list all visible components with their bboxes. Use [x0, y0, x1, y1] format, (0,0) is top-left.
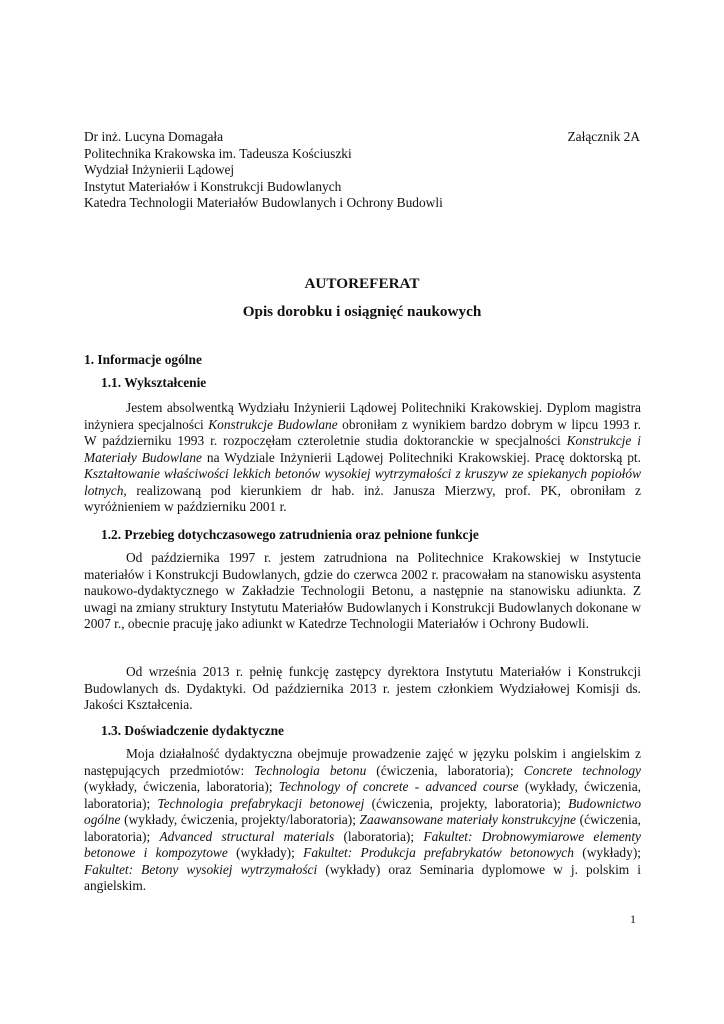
paragraph-employment: Od października 1997 r. jestem zatrudniona na Politechnice Krakowskiej w Instytucie materiałów i Konstrukcji Budowlanych, gdzie do czerwca 2002 r. pracowałam na stanowisku asystenta naukowo-dydaktycznego w Zakładzie Technologii Betonu, a następnie na stanowisku adiunkta. Z uwagi na zmiany struktury Instytutu Materiałów Budowlanych i Konstrukcji Budowlanych dokonane w 2007 r., obecnie pracuję jako adiunkt w Katedrze Technologii Materiałów i Ochrony Budowli. — [84, 550, 641, 631]
section-heading-general: 1. Informacje ogólne — [84, 352, 202, 367]
university-name: Politechnika Krakowska im. Tadeusza Kościuszki — [84, 145, 352, 161]
paragraph-education: Jestem absolwentką Wydziału Inżynierii Lądowej Politechniki Krakowskiej. Dyplom magistra inżyniera specjalności Konstrukcje Budowlane obroniłam z wynikiem bardzo dobrym w lipcu 1993 r. W październiku 1993 r. rozpoczęłam czteroletnie studia doktoranckie w specjalności Konstrukcje i Materiały Budowlane na Wydziale Inżynierii Lądowej Politechniki Krakowskiej. Pracę doktorską pt. Kształtowanie właściwości lekkich betonów wysokiej wytrzymałości z kruszyw ze spiekanych popiołów lotnych, realizowaną pod kierunkiem dr hab. inż. Janusza Mierzwy, prof. PK, obroniłam z wyróżnieniem w październiku 2001 r. — [84, 400, 641, 514]
paragraph-functions: Od września 2013 r. pełnię funkcję zastępcy dyrektora Instytutu Materiałów i Konstrukcji Budowlanych ds. Dydaktyki. Od października 2013 r. jestem członkiem Wydziałowej Komisji ds. Jakości Kształcenia. — [84, 664, 641, 712]
document-title: AUTOREFERAT — [304, 275, 420, 292]
document-subtitle: Opis dorobku i osiągnięć naukowych — [242, 303, 482, 320]
subsection-heading-teaching: 1.3. Doświadczenie dydaktyczne — [101, 723, 284, 738]
subsection-heading-education: 1.1. Wykształcenie — [101, 375, 207, 390]
annex-label: Załącznik 2A — [567, 129, 640, 144]
page-number: 1 — [630, 912, 636, 926]
author-name: Dr inż. Lucyna Domagała — [84, 129, 224, 144]
author-header — [84, 129, 640, 212]
department-name: Katedra Technologii Materiałów Budowlanych i Ochrony Budowli — [84, 195, 443, 211]
institute-name: Instytut Materiałów i Konstrukcji Budowlanych — [84, 178, 342, 194]
paragraph-teaching: Moja działalność dydaktyczna obejmuje prowadzenie zajęć w języku polskim i angielskim z następujących przedmiotów: Technologia betonu (ćwiczenia, laboratoria); Concrete technology (wykłady, ćwiczenia, laboratoria); Technology of concrete - advanced course (wykłady, ćwiczenia, laboratoria); Technologia prefabrykacji betonowej (ćwiczenia, projekty, laboratoria); Budownictwo ogólne (wykłady, ćwiczenia, projekty/laboratoria); Zaawansowane materiały konstrukcyjne (ćwiczenia, laboratoria); Advanced structural materials (laboratoria); Fakultet: Drobnowymiarowe elementy betonowe i kompozytowe (wykłady); Fakultet: Produkcja prefabrykatów betonowych (wykłady); Fakultet: Betony wysokiej wytrzymałości (wykłady) oraz Seminaria dyplomowe w j. polskim i angielskim. — [84, 746, 642, 893]
subsection-heading-employment: 1.2. Przebieg dotychczasowego zatrudnienia oraz pełnione funkcje — [101, 527, 479, 542]
faculty-name: Wydział Inżynierii Lądowej — [84, 162, 235, 178]
